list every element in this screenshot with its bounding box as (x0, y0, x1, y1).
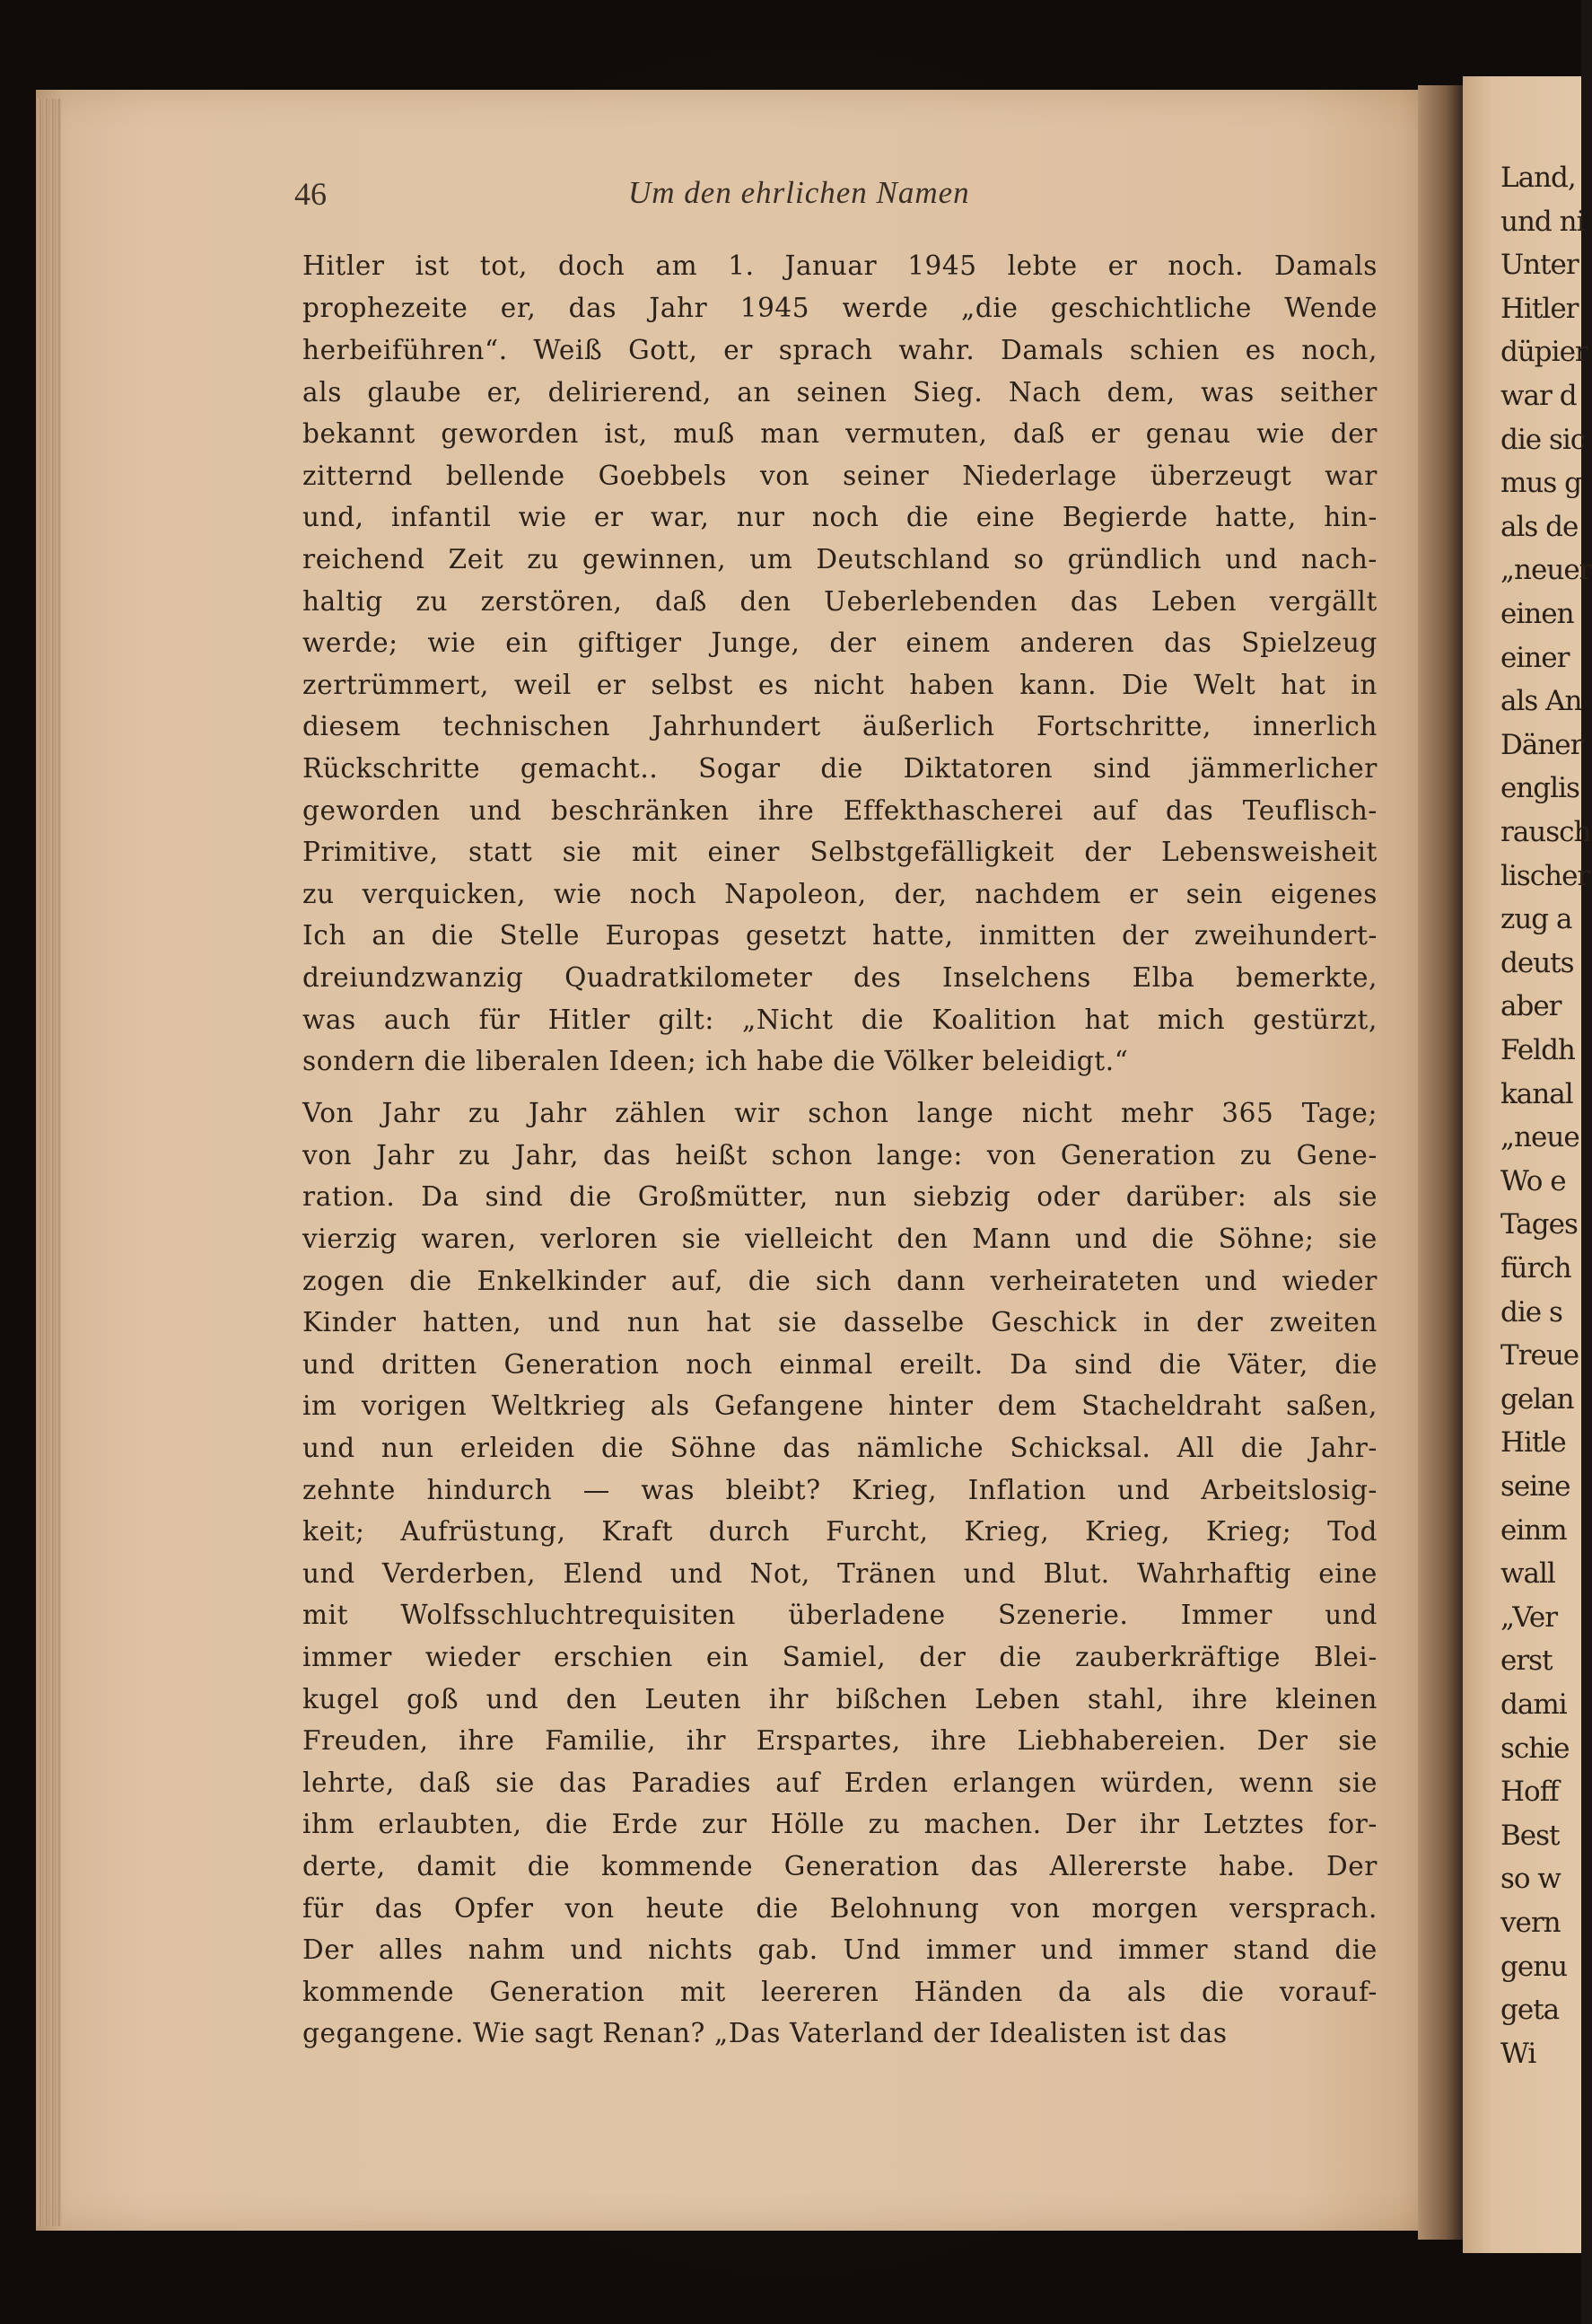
right-page-fragment: Tages (1500, 1208, 1578, 1241)
right-page-fragment: war d (1500, 380, 1577, 412)
right-page-fragment: düpier (1500, 336, 1588, 369)
right-page-fragment: Wo e (1500, 1164, 1566, 1197)
right-page-fragment: rausch (1500, 816, 1591, 848)
right-page-fragment: „Ver (1500, 1600, 1558, 1634)
right-page-fragment: und ni (1500, 205, 1585, 238)
right-page-fragment: gelan (1500, 1382, 1574, 1416)
text-line: Von Jahr zu Jahr zählen wir schon lange nicht mehr 365 Tage; (302, 1098, 1378, 1128)
text-line: für das Opfer von heute die Belohnung von morgen versprach. (302, 1893, 1378, 1924)
text-line: vierzig waren, verloren sie vielleicht den Mann und die Söhne; sie (302, 1223, 1378, 1254)
text-line: ihm erlaubten, die Erde zur Hölle zu machen. Der ihr Letztes for- (302, 1809, 1378, 1839)
text-line: kugel goß und den Leuten ihr bißchen Leben stahl, ihre kleinen (302, 1684, 1378, 1714)
right-page-fragment: einer (1500, 641, 1570, 674)
text-line: zu verquicken, wie noch Napoleon, der, nachdem er sein eigenes (302, 879, 1378, 909)
text-line: ration. Da sind die Großmütter, nun siebzig oder darüber: als sie (302, 1181, 1378, 1212)
text-line: reichend Zeit zu gewinnen, um Deutschland so gründlich und nach- (302, 544, 1378, 574)
right-page-fragment: fürch (1500, 1252, 1571, 1285)
right-page-fragment: Hitle (1500, 1426, 1566, 1460)
text-line: herbeiführen“. Weiß Gott, er sprach wahr. Damals schien es noch, (302, 335, 1378, 365)
right-page-fragment: dami (1500, 1688, 1567, 1721)
right-page-fragment: schie (1500, 1732, 1570, 1765)
text-line: Rückschritte gemacht.. Sogar die Diktatoren sind jämmerlicher (302, 753, 1378, 784)
text-line: zehnte hindurch — was bleibt? Krieg, Inflation und Arbeitslosig- (302, 1475, 1378, 1505)
text-line: diesem technischen Jahrhundert äußerlich Fortschritte, innerlich (302, 711, 1378, 741)
right-page-fragment: zug a (1500, 903, 1572, 936)
text-line: immer wieder erschien ein Samiel, der die zauberkräftige Blei- (302, 1642, 1378, 1672)
text-line: und nun erleiden die Söhne das nämliche Schicksal. All die Jahr- (302, 1433, 1378, 1463)
text-line: im vorigen Weltkrieg als Gefangene hinter dem Stacheldraht saßen, (302, 1390, 1378, 1421)
text-line: lehrte, daß sie das Paradies auf Erden erlangen würden, wenn sie (302, 1767, 1378, 1798)
running-head: Um den ehrlichen Namen (628, 175, 970, 210)
right-page-fragment: Hoff (1500, 1776, 1559, 1809)
right-page-fragment: Treue (1500, 1339, 1579, 1372)
right-page-fragment: geta (1500, 1994, 1560, 2027)
text-line: Freuden, ihre Familie, ihr Erspartes, ihre Liebhabereien. Der sie (302, 1725, 1378, 1756)
right-page-fragment: so w (1500, 1863, 1561, 1896)
text-line: bekannt geworden ist, muß man vermuten, daß er genau wie der (302, 418, 1378, 449)
right-page-fragment: als An (1500, 685, 1582, 718)
text-line: haltig zu zerstören, daß den Ueberlebenden das Leben vergällt (302, 586, 1378, 617)
text-line: zertrümmert, weil er selbst es nicht haben kann. Die Welt hat in (302, 670, 1378, 700)
right-page-fragment: Best (1500, 1819, 1560, 1852)
text-line: von Jahr zu Jahr, das heißt schon lange: von Generation zu Gene- (302, 1140, 1378, 1171)
text-line: Primitive, statt sie mit einer Selbstgefälligkeit der Lebensweisheit (302, 837, 1378, 867)
right-page-fragment: Wi (1500, 2037, 1536, 2070)
right-page (1463, 76, 1592, 2253)
right-page-fragment: deuts (1500, 946, 1574, 979)
text-line: kommende Generation mit leereren Händen da als die vorauf- (302, 1977, 1378, 2007)
page-number: 46 (294, 176, 327, 212)
text-line: Der alles nahm und nichts gab. Und immer und immer stand die (302, 1934, 1378, 1965)
right-page-fragment: als de (1500, 510, 1579, 543)
text-line: prophezeite er, das Jahr 1945 werde „die geschichtliche Wende (302, 293, 1378, 323)
right-page-fragment: einm (1500, 1513, 1567, 1547)
text-line: keit; Aufrüstung, Kraft durch Furcht, Krieg, Krieg, Krieg; Tod (302, 1516, 1378, 1547)
text-line: werde; wie ein giftiger Junge, der einem anderen das Spielzeug (302, 627, 1378, 658)
right-page-fragment: genu (1500, 1950, 1568, 1983)
right-page-fragment: seine (1500, 1470, 1570, 1503)
right-page-fragment: Hitler (1500, 292, 1579, 325)
right-page-fragment: einen (1500, 598, 1574, 630)
text-line: Ich an die Stelle Europas gesetzt hatte, inmitten der zweihundert- (302, 920, 1378, 951)
text-line: derte, damit die kommende Generation das Allererste habe. Der (302, 1851, 1378, 1881)
right-page-fragment: vern (1500, 1907, 1561, 1939)
right-page-fragment: Unter (1500, 249, 1579, 282)
right-page-fragment: englis (1500, 772, 1579, 805)
text-line: was auch für Hitler gilt: „Nicht die Koalition hat mich gestürzt, (302, 1004, 1378, 1035)
text-line: mit Wolfsschluchtrequisiten überladene Szenerie. Immer und (302, 1600, 1378, 1630)
right-page-fragment: aber (1500, 990, 1561, 1023)
text-line: dreiundzwanzig Quadratkilometer des Inselchens Elba bemerkte, (302, 962, 1378, 993)
right-page-fragment: „neuer (1500, 554, 1592, 587)
text-line: und, infantil wie er war, nur noch die eine Begierde hatte, hin- (302, 502, 1378, 532)
right-page-fragment: „neue (1500, 1121, 1579, 1154)
text-line: Hitler ist tot, doch am 1. Januar 1945 lebte er noch. Damals (302, 250, 1378, 281)
right-page-fragment: Feldh (1500, 1034, 1575, 1066)
text-line: gegangene. Wie sagt Renan? „Das Vaterland der Idealisten ist das (302, 2018, 1228, 2048)
right-page-fragment: wall (1500, 1557, 1555, 1591)
text-line: zogen die Enkelkinder auf, die sich dann verheirateten und wieder (302, 1266, 1378, 1296)
text-line: zitternd bellende Goebbels von seiner Niederlage überzeugt war (302, 460, 1378, 491)
text-line: und dritten Generation noch einmal ereilt. Da sind die Väter, die (302, 1349, 1378, 1380)
right-page-fragment: kanal (1500, 1077, 1573, 1110)
text-line: als glaube er, delirierend, an seinen Sieg. Nach dem, was seither (302, 377, 1378, 408)
text-line: geworden und beschränken ihre Effekthascherei auf das Teuflisch- (302, 795, 1378, 826)
right-page-fragment: die s (1500, 1295, 1562, 1329)
right-page-fragment: die sic (1500, 423, 1586, 456)
right-page-fragment: Land, (1500, 162, 1576, 194)
text-line: sondern die liberalen Ideen; ich habe die Völker beleidigt.“ (302, 1046, 1129, 1076)
page-block-edge (36, 99, 61, 2226)
text-line: und Verderben, Elend und Not, Tränen und Blut. Wahrhaftig eine (302, 1558, 1378, 1589)
text-line: Kinder hatten, und nun hat sie dasselbe Geschick in der zweiten (302, 1307, 1378, 1337)
right-page-fragment: erst (1500, 1644, 1553, 1678)
right-page-fragment: lischer (1500, 859, 1590, 892)
right-page-fragment: Däner (1500, 728, 1583, 761)
right-page-fragment: mus g (1500, 467, 1581, 500)
